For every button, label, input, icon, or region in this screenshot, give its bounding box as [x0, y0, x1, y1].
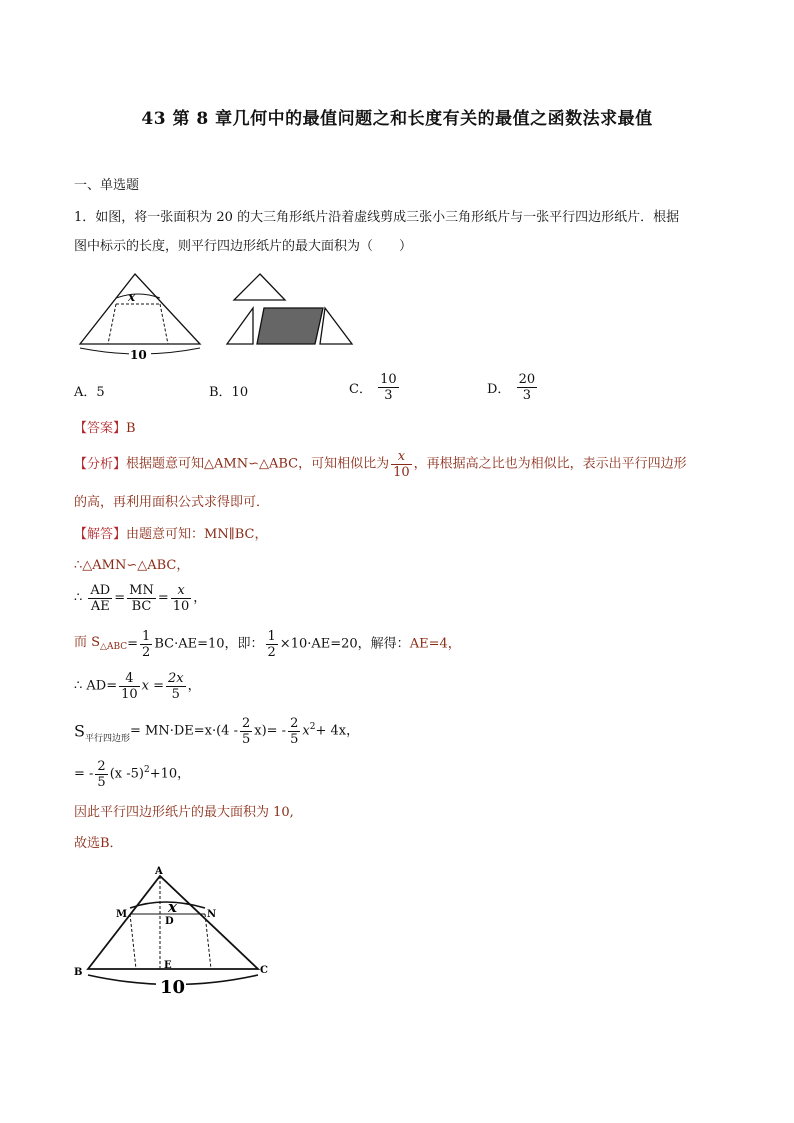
step3-frac-2 [266, 629, 278, 660]
step5-s: S [74, 721, 85, 741]
analysis-frac-num: x [391, 449, 412, 465]
step3-sub: △ABC [100, 641, 128, 652]
step2-prefix: ∴ [74, 590, 83, 606]
analysis-tag: 【分析】 [74, 457, 127, 472]
step5-f2-den: 5 [290, 732, 299, 747]
step3-f1-den: 2 [142, 645, 151, 660]
fig1-10-label: 10 [130, 348, 147, 362]
step2-frac-2 [127, 583, 156, 614]
option-c-fraction [378, 372, 399, 403]
step2-end: ， [193, 590, 207, 606]
step5-sup: 2 [309, 722, 316, 732]
step5-frac-1 [240, 716, 252, 747]
solution-step-2 [74, 583, 206, 614]
step2-f3-num: x [171, 583, 192, 599]
step6-b: (x -5) [109, 766, 144, 782]
step3-a: 而 S [74, 634, 101, 650]
step3-c: BC·AE=10，即： [154, 636, 264, 652]
solution-step-8: 故选B． [74, 836, 123, 851]
analysis-frac-den: 10 [393, 465, 410, 480]
solution-step-5 [74, 716, 359, 748]
step6-f-den: 5 [97, 775, 106, 790]
option-d-fraction [517, 372, 538, 403]
step5-f2-num: 2 [290, 716, 299, 731]
question-figure [74, 268, 364, 364]
option-a[interactable]: A．5 [74, 385, 105, 400]
option-c-prefix: C． [349, 382, 372, 397]
step5-sub: 平行四边形 [84, 734, 130, 744]
step5-a: = MN·DE=x·(4 - [129, 723, 238, 739]
step2-f1-den: AE [90, 599, 110, 614]
solution-step-6 [74, 759, 190, 790]
solution-step-4 [74, 671, 201, 702]
step2-f1-num: AD [90, 583, 111, 598]
solution-text: 由题意可知：MN∥BC， [126, 527, 268, 542]
step5-b: x)= - [254, 723, 287, 739]
step5-f1-den: 5 [241, 732, 251, 747]
step6-frac [95, 759, 107, 790]
step4-f2-den: 5 [171, 687, 180, 702]
fig2-label-D: D [165, 916, 174, 927]
analysis-text-2: ，再根据高之比也为相似比，表示出平行四边形 [413, 456, 687, 472]
step3-e: AE=4， [409, 636, 461, 652]
option-c[interactable] [349, 372, 401, 403]
step4-prefix: ∴ AD= [74, 678, 118, 694]
section-heading: 一、单选题 [74, 178, 140, 193]
page-title: 43 第 8 章几何中的最值问题之和长度有关的最值之函数法求最值 [141, 109, 653, 129]
analysis-text-1: 根据题意可知△AMN∽△ABC，可知相似比为 [126, 456, 390, 472]
solution-step-3 [74, 629, 461, 660]
step4-f1-num: 4 [119, 671, 140, 687]
step4-f2-num: 2x [168, 671, 184, 686]
step2-eq-2: = [157, 590, 169, 606]
step3-frac-1 [140, 629, 152, 660]
step3-f2-num: 1 [267, 629, 276, 644]
fig2-label-B: B [74, 967, 83, 978]
step2-f3-den: 10 [172, 599, 190, 614]
analysis-fraction [391, 449, 412, 480]
fig2-label-A: A [155, 866, 163, 877]
fig2-label-10: 10 [160, 977, 186, 998]
answer-tag: 【答案】 [74, 421, 127, 436]
step2-frac-1 [88, 583, 112, 614]
option-c-den: 3 [384, 388, 393, 403]
step4-frac-2 [166, 671, 186, 702]
fig2-label-N: N [207, 909, 217, 920]
fig2-label-x: x [168, 898, 177, 916]
step4-f1-den: 10 [121, 687, 138, 702]
option-d-num: 20 [518, 372, 536, 387]
step5-f1-num: 2 [241, 716, 251, 731]
step2-frac-3 [171, 583, 192, 614]
step6-sup: 2 [143, 765, 150, 775]
question-line-1: 1．如图，将一张面积为 20 的大三角形纸片沿着虚线剪成三张小三角形纸片与一张平行四边形纸片．根据 [74, 210, 680, 225]
option-b[interactable]: B．10 [209, 385, 249, 400]
option-d-prefix: D． [487, 382, 511, 397]
step3-b: = [127, 636, 139, 652]
step6-a: = - [74, 766, 94, 782]
solution-step-7: 因此平行四边形纸片的最大面积为 10, [74, 805, 294, 820]
question-line-2: 图中标示的长度，则平行四边形纸片的最大面积为（ ） [74, 239, 413, 254]
option-c-num: 10 [380, 372, 397, 387]
fig1-x-label: x [128, 290, 136, 304]
answer-value: B [126, 421, 136, 436]
step3-f1-num: 1 [142, 629, 151, 644]
option-d[interactable] [487, 372, 539, 403]
step2-f2-den: BC [131, 599, 152, 614]
step2-eq-1: = [114, 590, 126, 606]
step3-f2-den: 2 [267, 645, 276, 660]
step4-end: ， [187, 678, 201, 694]
solution-line-1 [74, 526, 267, 544]
step3-d: ×10·AE=20，解得： [279, 636, 410, 652]
solution-tag: 【解答】 [74, 527, 127, 542]
step5-d: + 4x， [315, 723, 360, 739]
step6-f-num: 2 [97, 759, 106, 774]
fig2-label-M: M [116, 909, 128, 920]
step3-s [74, 635, 127, 650]
answer-line [74, 420, 136, 438]
analysis-line-1 [74, 449, 687, 480]
step4-frac-1 [119, 671, 140, 702]
step5-frac-2 [288, 716, 300, 747]
solution-step-1: ∴△AMN∽△ABC， [74, 558, 190, 573]
step4-mid: x = [141, 678, 165, 694]
step2-f2-num: MN [129, 583, 154, 598]
solution-figure [70, 862, 290, 1002]
option-d-den: 3 [522, 388, 531, 403]
step6-c: +10， [149, 766, 191, 782]
step5-c: x [302, 723, 310, 739]
fig2-label-C: C [260, 965, 268, 976]
fig2-label-E: E [164, 960, 172, 971]
analysis-line-2: 的高，再利用面积公式求得即可． [74, 495, 270, 510]
